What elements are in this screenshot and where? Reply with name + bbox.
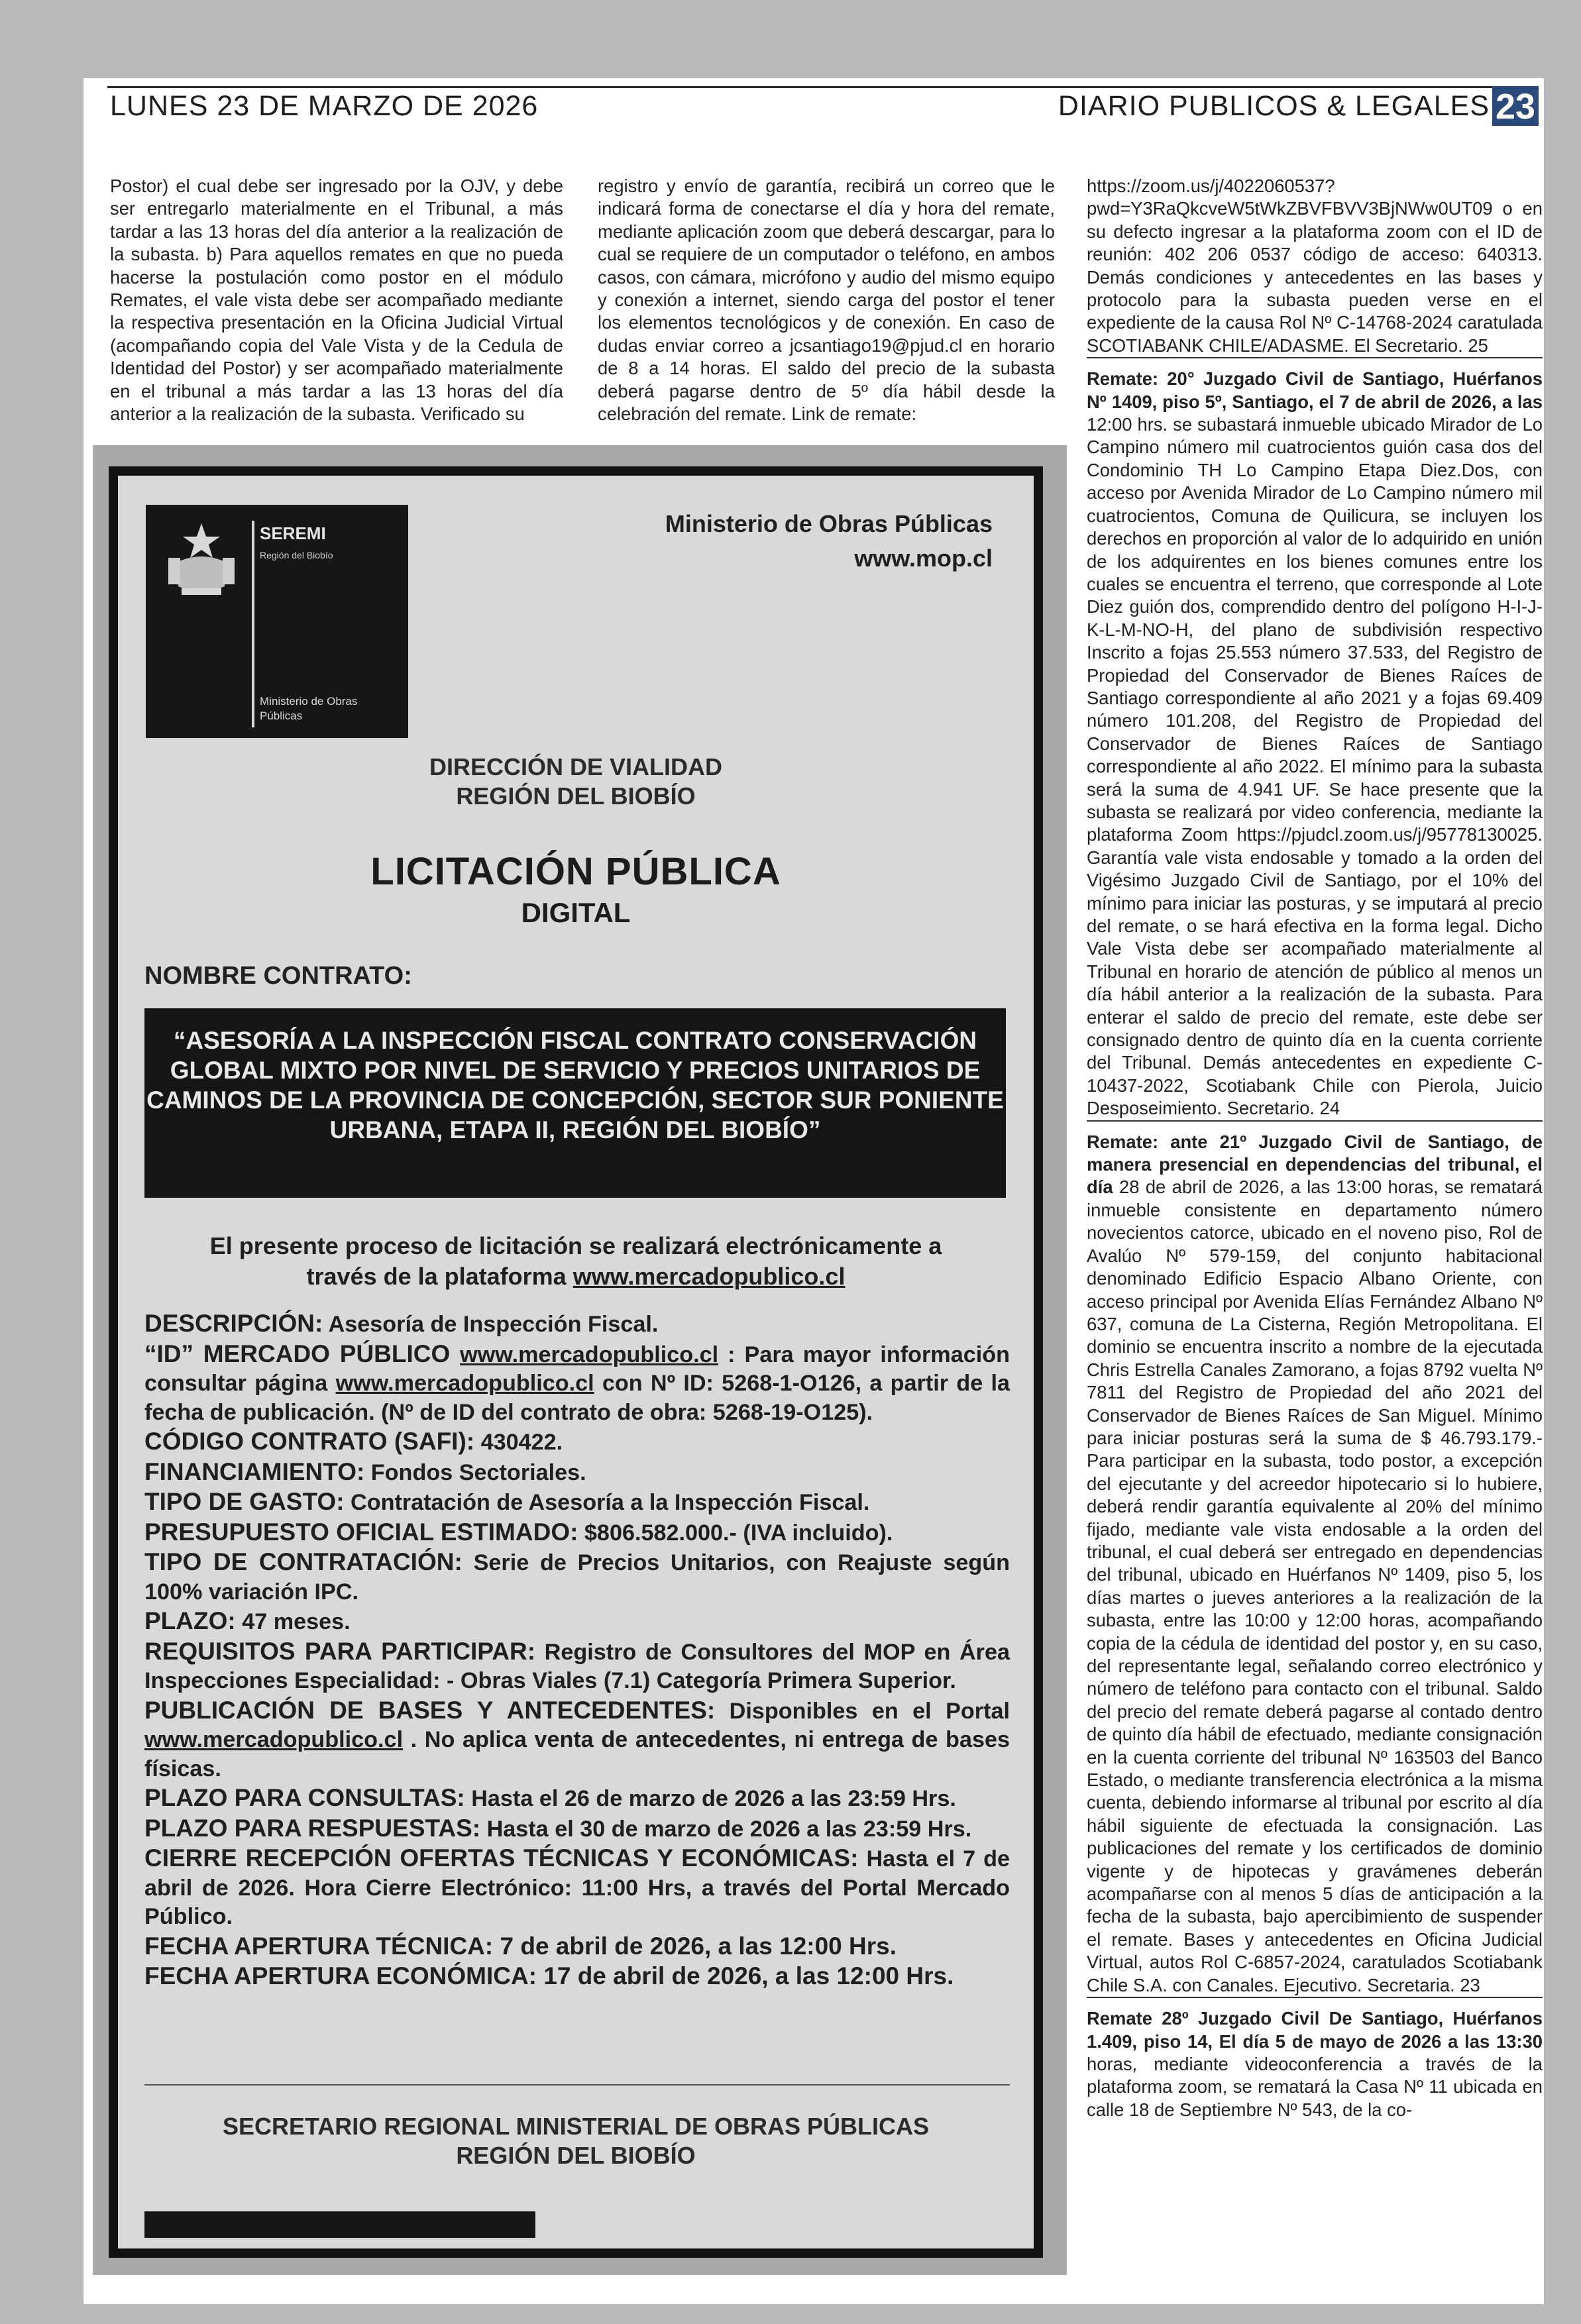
publicacion-link[interactable]: www.mercadopublico.cl: [144, 1727, 404, 1752]
id-rest-text: con Nº ID: 5268-1-O126, a partir de la fecha de publicación. (Nº de ID del contrato de obra: 5268-19-O125).: [144, 1371, 1010, 1425]
consultas-label: PLAZO PARA CONSULTAS:: [144, 1784, 465, 1811]
secretario-signature: [118, 2112, 1034, 2170]
respuestas-label: PLAZO PARA RESPUESTAS:: [144, 1814, 481, 1842]
ministry-name: Ministerio de Obras Públicas: [665, 510, 993, 537]
id-label: “ID” MERCADO PÚBLICO: [144, 1340, 461, 1367]
apertura-economica-label: FECHA APERTURA ECONÓMICA:: [144, 1962, 537, 1989]
notice-2-body: 28 de abril de 2026, a las 13:00 horas, se rematará inmueble consistente en departamento número novecientos catorce, ubicado en el noveno piso, Rol de Avalúo Nº 579-159, del conjunto habitacional denominado Edificio Espacio Albano Oriente, con acceso principal por Avenida Elías Fernández Albano Nº 637, comuna de La Cisterna, Región Metropolitana. El dominio se encuentra inscrito a nombre de la ejecutada Chris Estrella Canales Zamorano, a fojas 8792 vuelta Nº 7811 del Registro de Propiedad del año 2021 del Conservador de Bienes Raíces de San Miguel. Mínimo para iniciar posturas será la suma de $ 46.793.179.- Para participar en la subasta, todo postor, a excepción del ejecutante y del acreedor hipotecario si lo hubiere, deberá rendir garantía equivalente al 20% del mínimo fijado, mediante vale vista endosable a la orden del tribunal, el cual deberá ser entregado en dependencias del tribunal, ubicado en Huérfanos Nº 1409, piso 5, los días martes o jueves anteriores a la realización de la subasta, entre las 10:00 y 12:00 horas, acompañando copia de la cédula de identidad del postor y, en su caso, del representante legal, señalando correo electrónico y número de teléfono para contacto con el tribunal. Saldo del precio del remate deberá pagarse al contado dentro de quinto día hábil de efectuado, mediante consignación en la cuenta corriente del tribunal Nº 163503 del Banco Estado, o mediante transferencia electrónica a la misma cuenta, debiendo informarse al tribunal por escrito al día hábil siguiente de efectuada la consignación. Las publicaciones del remate y los certificados de dominio vigente y de hipotecas y gravámenes deberán acompañarse con al menos 5 días de anticipación a la fecha de la subasta, bajo apercibimiento de suspender el remate. Bases y antecedentes en Oficina Judicial Virtual, autos Rol C-6857-2024, caratulados Scotiabank Chile S.A. con Canales. Ejecutivo. Secretaria. 23: [1087, 1177, 1543, 1995]
notice-1-body: 12:00 hrs. se subastará inmueble ubicado Mirador de Lo Campino número mil cuatrocientos guión casa dos del Condominio TH Lo Campino Etapa Diez.Dos, con acceso por Avenida Mirador de Lo Campino número mil cuatrocientos, Comuna de Quilicura, se incluyen los derechos en proporción al valor de lo adquirido en unión de los adquirentes en los bienes comunes entre los cuales se encuentra el terreno, que corresponde al Lote Diez guión dos, comprendido dentro del polígono H-I-J-K-L-M-NO-H, del plano de subdivisión respectivo Inscrito a fojas 25.553 número 37.533, del Registro de Propiedad del Conservador de Bienes Raíces de Santiago correspondiente al año 2021 y a fojas 69.409 número 101.208, del Registro de Propiedad del Conservador de Bienes Raíces de Santiago correspondiente al año 2022. El mínimo para la subasta será la suma de 4.941 UF. Se hace presente que la subasta se realizará por video conferencia, mediante la plataforma Zoom https://pjudcl.zoom.us/j/95778130025. Garantía vale vista endosable y tomado a la orden del Vigésimo Juzgado Civil de Santiago, por el 10% del mínimo para iniciar las posturas, y se imputará al precio del remate, o se hará efectiva en la forma legal. Dicho Vale Vista debe ser acompañado materialmente al Tribunal en horario de atención de público al menos un día hábil anterior a la realización de la subasta. Para enterar el saldo de precio del remate, este debe ser consignado dentro de quinto día en la cuenta corriente del Tribunal. Demás antecedentes en expediente C-10437-2022, Scotiabank Chile con Pierola, Juicio Desposeimiento. Secretario. 24: [1087, 414, 1543, 1119]
chile-coat-of-arms-icon: [162, 517, 241, 600]
codigo-value: 430422.: [474, 1430, 563, 1455]
column-2-text: registro y envío de garantía, recibirá un correo que le indicará forma de conectarse el día y hora del remate, mediante aplicación zoom que deberá descargar, para lo cual se requiere de un computador o teléfono, en ambos casos, con cámara, micrófono y audio del mismo equipo y conexión a internet, siendo carga del postor el tener los elementos tecnológicos y de conexión. En caso de dudas enviar correo a jcsantiago19@pjud.cl en horario de 8 a 14 horas. El saldo del precio de la subasta deberá pagarse dentro de 5º día hábil desde la celebración del remate. Link de remate:: [598, 176, 1055, 425]
plazo-value: 47 meses.: [235, 1609, 351, 1634]
direccion-line-2: REGIÓN DEL BIOBÍO: [456, 782, 696, 810]
detail-respuestas: [144, 1814, 1010, 1844]
detail-requisitos: [144, 1637, 1010, 1696]
detail-financiamiento: [144, 1457, 1010, 1488]
ministry-website: www.mop.cl: [854, 545, 993, 572]
logo-ministerio-text: Ministerio de Obras Públicas: [260, 695, 358, 722]
detail-descripcion: [144, 1309, 1010, 1340]
notice-2-heading: Remate: ante 21º Juzgado Civil de Santiago, de manera presencial en dependencias del tribunal, el día: [1087, 1131, 1543, 1198]
proceso-statement: [118, 1231, 1034, 1292]
publicacion-label: PUBLICACIÓN DE BASES Y ANTECEDENTES:: [144, 1696, 716, 1724]
column-2: [598, 175, 1055, 425]
detail-plazo: [144, 1607, 1010, 1637]
requisitos-value: Registro de Consultores del MOP en Área Inspecciones Especialidad: - Obras Viales (7.1) Categoría Primera Superior.: [144, 1639, 1010, 1693]
header-date: LUNES 23 DE MARZO DE 2026: [110, 90, 539, 122]
proceso-line-2: [118, 1261, 1034, 1292]
advertisement-licitacion: [109, 466, 1043, 2258]
financiamiento-label: FINANCIAMIENTO:: [144, 1457, 365, 1485]
tender-details: [144, 1309, 1010, 1992]
column-3: [1087, 175, 1543, 2121]
tipo-gasto-value: Contratación de Asesoría a la Inspección Fiscal.: [344, 1490, 870, 1515]
detail-codigo: [144, 1427, 1010, 1457]
id-mid-text: : Para mayor información consultar página: [144, 1342, 1010, 1396]
requisitos-label: REQUISITOS PARA PARTICIPAR:: [144, 1637, 536, 1665]
notice-remate-20-juzgado: [1087, 357, 1543, 1120]
plazo-label: PLAZO:: [144, 1607, 236, 1634]
apertura-economica-value: 17 de abril de 2026, a las 12:00 Hrs.: [536, 1962, 954, 1989]
publicacion-value-2: . No aplica venta de antecedentes, ni entrega de bases físicas.: [144, 1727, 1010, 1781]
respuestas-value: Hasta el 30 de marzo de 2026 a las 23:59 Hrs.: [480, 1816, 972, 1842]
secretario-line-2: REGIÓN DEL BIOBÍO: [456, 2142, 696, 2169]
publicacion-value-1: Disponibles en el Portal: [715, 1698, 1010, 1724]
id-link-2[interactable]: www.mercadopublico.cl: [335, 1371, 594, 1396]
consultas-value: Hasta el 26 de marzo de 2026 a las 23:59 Hrs.: [464, 1786, 956, 1811]
detail-tipo-contratacion: [144, 1548, 1010, 1607]
mercadopublico-link[interactable]: www.mercadopublico.cl: [572, 1263, 845, 1290]
id-link-1[interactable]: www.mercadopublico.cl: [460, 1342, 719, 1367]
detail-apertura-economica: [144, 1962, 1010, 1992]
proceso-line-1: El presente proceso de licitación se realizará electrónicamente a: [209, 1232, 942, 1259]
codigo-label: CÓDIGO CONTRATO (SAFI):: [144, 1428, 475, 1455]
seremi-logo: [146, 505, 408, 738]
notice-1-heading: Remate: 20° Juzgado Civil de Santiago, Huérfanos Nº 1409, piso 5º, Santiago, el 7 de abril de 2026, a las: [1087, 368, 1543, 412]
detail-publicacion: [144, 1696, 1010, 1784]
logo-divider: [252, 521, 254, 727]
page-number-badge: 23: [1492, 86, 1539, 126]
detail-cierre: [144, 1844, 1010, 1932]
tipo-contratacion-value: Serie de Precios Unitarios, con Reajuste según 100% variación IPC.: [144, 1550, 1010, 1605]
header-publication: DIARIO PUBLICOS & LEGALES: [1058, 90, 1490, 122]
header-rule: [107, 86, 1499, 88]
licitacion-title: LICITACIÓN PÚBLICA: [370, 850, 781, 893]
detail-apertura-tecnica: [144, 1932, 1010, 1962]
apertura-tecnica-value: 7 de abril de 2026, a las 12:00 Hrs.: [493, 1932, 897, 1960]
descripcion-label: DESCRIPCIÓN:: [144, 1310, 323, 1337]
notice-remate-21-juzgado: [1087, 1120, 1543, 1997]
cierre-label: CIERRE RECEPCIÓN OFERTAS TÉCNICAS Y ECONÓMICAS:: [144, 1844, 859, 1872]
notice-remate-28-juzgado: [1087, 1997, 1543, 2121]
notice-3-heading: Remate 28º Juzgado Civil De Santiago, Huérfanos 1.409, piso 14, El día 5 de mayo de 2026 a las 13:30: [1087, 2008, 1543, 2052]
detail-consultas: [144, 1783, 1010, 1814]
notice-3-body: horas, mediante videoconferencia a través de la plataforma zoom, se rematará la Casa Nº 11 ubicada en calle 18 de Septiembre Nº 543, de la co-: [1087, 2053, 1543, 2120]
logo-seremi-text: SEREMI: [260, 523, 326, 543]
proceso-line-2-prefix: través de la plataforma: [306, 1263, 573, 1290]
direccion-heading: [118, 753, 1034, 811]
direccion-line-1: DIRECCIÓN DE VIALIDAD: [429, 753, 723, 780]
detail-presupuesto: [144, 1518, 1010, 1548]
cierre-value: Hasta el 7 de abril de 2026. Hora Cierre Electrónico: 11:00 Hrs, a través del Portal Mercado Público.: [144, 1846, 1010, 1929]
tipo-contratacion-label: TIPO DE CONTRATACIÓN:: [144, 1548, 463, 1575]
presupuesto-label: PRESUPUESTO OFICIAL ESTIMADO:: [144, 1518, 578, 1546]
column-3-intro: https://zoom.us/j/4022060537?pwd=Y3RaQkcveW5tWkZBVFBVV3BjNWw0UT09 o en su defecto ingresar a la plataforma zoom con el ID de reunión: 402 206 0537 código de acceso: 640313. Demás condiciones y antecedentes en las bases y protocolo para la subasta pueden verse en el expediente de la causa Rol Nº C-14768-2024 caratulada SCOTIABANK CHILE/ADASME. El Secretario. 25: [1087, 176, 1543, 356]
financiamiento-value: Fondos Sectoriales.: [364, 1459, 586, 1485]
apertura-tecnica-label: FECHA APERTURA TÉCNICA:: [144, 1932, 494, 1960]
tipo-gasto-label: TIPO DE GASTO:: [144, 1488, 345, 1515]
detail-id-mercado-publico: [144, 1340, 1010, 1428]
nombre-contrato-label: NOMBRE CONTRATO:: [144, 962, 412, 990]
secretario-line-1: SECRETARIO REGIONAL MINISTERIAL DE OBRAS PÚBLICAS: [222, 2113, 930, 2140]
ad-footer-rule: [144, 2084, 1010, 2086]
presupuesto-value: $806.582.000.- (IVA incluido).: [578, 1520, 893, 1546]
licitacion-subtitle: DIGITAL: [521, 897, 631, 928]
descripcion-value: Asesoría de Inspección Fiscal.: [323, 1312, 659, 1337]
contract-name-box: “ASESORÍA A LA INSPECCIÓN FISCAL CONTRATO CONSERVACIÓN GLOBAL MIXTO POR NIVEL DE SERVICIO Y PRECIOS UNITARIOS DE CAMINOS DE LA PROVINCIA DE CONCEPCIÓN, SECTOR SUR PONIENTE URBANA, ETAPA II, REGIÓN DEL BIOBÍO”: [144, 1008, 1006, 1198]
logo-region-text: Región del Biobío: [260, 550, 333, 560]
column-1: [110, 175, 563, 425]
ad-bottom-bar: [144, 2211, 535, 2238]
column-1-text: Postor) el cual debe ser ingresado por la OJV, y debe ser entregarlo materialmente en el Tribunal, a más tardar a las 13 horas del día anterior a la realización de la subasta. b) Para aquellos remates en que no pueda hacerse la postulación como postor en el módulo Remates, el vale vista debe ser acompañado mediante la respectiva presentación en la Oficina Judicial Virtual (acompañando copia del Vale Vista y de la Cedula de Identidad del Postor) y ser acompañado materialmente en el tribunal a más tardar a las 13 horas del día anterior a la realización de la subasta. Verificado su: [110, 176, 563, 425]
detail-tipo-gasto: [144, 1487, 1010, 1518]
